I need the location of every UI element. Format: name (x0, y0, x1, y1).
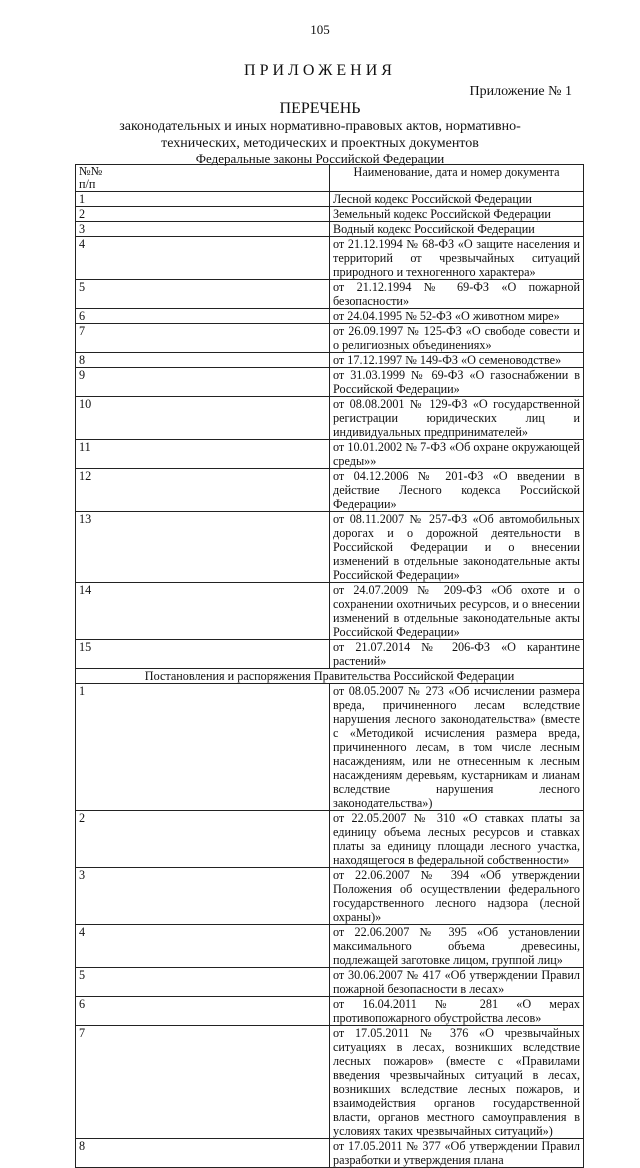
row-number: 7 (76, 324, 330, 353)
table-row (76, 280, 584, 309)
table-row (76, 237, 584, 280)
row-number: 1 (76, 192, 330, 207)
row-document-text: от 24.07.2009 № 209-ФЗ «Об охоте и о сохранении охотничьих ресурсов, и о внесении изменений в отдельные законодательные акты Российской Федерации» (330, 583, 584, 640)
appendix-label: Приложение № 1 (469, 84, 572, 99)
table-row (76, 1139, 584, 1168)
list-subtitle: законодательных и иных нормативно-правовых актов, нормативно-технических, методических и проектных документов (119, 119, 521, 151)
row-document-text: от 08.08.2001 № 129-ФЗ «О государственной регистрации юридических лиц и индивидуальных предпринимателей» (330, 397, 584, 440)
row-number: 2 (76, 811, 330, 868)
row-number: 9 (76, 368, 330, 397)
row-number: 3 (76, 868, 330, 925)
row-document-text: от 30.06.2007 № 417 «Об утверждении Правил пожарной безопасности в лесах» (330, 968, 584, 997)
row-number: 11 (76, 440, 330, 469)
column-header-number-line1: №№ (79, 164, 103, 178)
table-row (76, 811, 584, 868)
row-document-text: от 22.06.2007 № 394 «Об утверждении Положения об осуществлении федерального государственного лесного надзора (лесной охраны)» (330, 868, 584, 925)
table-row (76, 353, 584, 368)
table-row (76, 309, 584, 324)
row-number: 8 (76, 1139, 330, 1168)
row-document-text: от 17.05.2011 № 376 «О чрезвычайных ситуациях в лесах, возникших вследствие лесных пожаров» (вместе с «Правилами введения чрезвычайных ситуаций в лесах, возникших вследствие лесных пожаров, и взаимодействия органов государственной власти, органов местного самоуправления в условиях таких чрезвычайных ситуаций») (330, 1026, 584, 1139)
column-header-name: Наименование, дата и номер документа (330, 165, 584, 192)
table-row (76, 583, 584, 640)
row-document-text: от 31.03.1999 № 69-ФЗ «О газоснабжении в Российской Федерации» (330, 368, 584, 397)
row-number: 14 (76, 583, 330, 640)
row-number: 5 (76, 280, 330, 309)
row-number: 15 (76, 640, 330, 669)
table-row (76, 868, 584, 925)
row-number: 3 (76, 222, 330, 237)
row-document-text: от 17.05.2011 № 377 «Об утверждении Правил разработки и утверждения плана (330, 1139, 584, 1168)
table-row (76, 968, 584, 997)
section-title-federal-laws: Федеральные законы Российской Федерации (195, 151, 445, 166)
row-document-text: от 22.05.2007 № 310 «О ставках платы за единицу объема лесных ресурсов и ставках платы за единицу площади лесного участка, находящегося в федеральной собственности» (330, 811, 584, 868)
table-row (76, 1026, 584, 1139)
table-row (76, 512, 584, 583)
row-document-text: от 21.07.2014 № 206-ФЗ «О карантине растений» (330, 640, 584, 669)
row-document-text: Земельный кодекс Российской Федерации (330, 207, 584, 222)
page-number: 105 (310, 22, 330, 37)
row-document-text: от 24.04.1995 № 52-ФЗ «О животном мире» (330, 309, 584, 324)
section-row-government-decrees (76, 669, 584, 684)
table-row (76, 192, 584, 207)
row-number: 6 (76, 997, 330, 1026)
row-number: 10 (76, 397, 330, 440)
row-number: 7 (76, 1026, 330, 1139)
row-number: 12 (76, 469, 330, 512)
table-row (76, 925, 584, 968)
row-document-text: от 22.06.2007 № 395 «Об установлении максимального объема древесины, подлежащей заготовке лицом, группой лиц» (330, 925, 584, 968)
table-row (76, 469, 584, 512)
table-row (76, 222, 584, 237)
appendices-heading: ПРИЛОЖЕНИЯ (244, 62, 396, 79)
row-number: 13 (76, 512, 330, 583)
row-number: 6 (76, 309, 330, 324)
row-document-text: от 17.12.1997 № 149-ФЗ «О семеноводстве» (330, 353, 584, 368)
table-row (76, 397, 584, 440)
row-document-text: от 26.09.1997 № 125-ФЗ «О свободе совести и о религиозных объединениях» (330, 324, 584, 353)
row-number: 4 (76, 237, 330, 280)
row-number: 8 (76, 353, 330, 368)
row-number: 4 (76, 925, 330, 968)
table-row (76, 324, 584, 353)
table-body (76, 192, 584, 1168)
table-row (76, 368, 584, 397)
row-document-text: от 16.04.2011 № 281 «О мерах противопожарного обустройства лесов» (330, 997, 584, 1026)
row-document-text: Водный кодекс Российской Федерации (330, 222, 584, 237)
table-row (76, 684, 584, 811)
row-document-text: от 10.01.2002 № 7-ФЗ «Об охране окружающей среды»» (330, 440, 584, 469)
row-document-text: Лесной кодекс Российской Федерации (330, 192, 584, 207)
row-document-text: от 08.05.2007 № 273 «Об исчислении размера вреда, причиненного лесам вследствие нарушения лесного законодательства» (вместе с «Методикой исчисления размера вреда, причиненного лесам, в том числе лесным насаждениям, или не отнесенным к лесным насаждениям деревьям, кустарникам и лианам вследствие нарушения лесного законодательства») (330, 684, 584, 811)
row-number: 2 (76, 207, 330, 222)
row-document-text: от 21.12.1994 № 69-ФЗ «О пожарной безопасности» (330, 280, 584, 309)
row-document-text: от 21.12.1994 № 68-ФЗ «О защите населения и территорий от чрезвычайных ситуаций природного и техногенного характера» (330, 237, 584, 280)
section-title-government-decrees: Постановления и распоряжения Правительства Российской Федерации (76, 669, 584, 684)
row-document-text: от 04.12.2006 № 201-ФЗ «О введении в действие Лесного кодекса Российской Федерации» (330, 469, 584, 512)
table-row (76, 640, 584, 669)
row-document-text: от 08.11.2007 № 257-ФЗ «Об автомобильных дорогах и о дорожной деятельности в Российской Федерации и о внесении изменений в отдельные законодательные акты Российской Федерации» (330, 512, 584, 583)
table-row (76, 207, 584, 222)
row-number: 5 (76, 968, 330, 997)
documents-table (75, 164, 584, 1168)
column-header-number (76, 165, 330, 192)
table-row (76, 440, 584, 469)
row-number: 1 (76, 684, 330, 811)
column-header-number-line2: п/п (79, 177, 96, 191)
table-row (76, 997, 584, 1026)
table-header-row (76, 165, 584, 192)
list-title: ПЕРЕЧЕНЬ (279, 100, 361, 117)
